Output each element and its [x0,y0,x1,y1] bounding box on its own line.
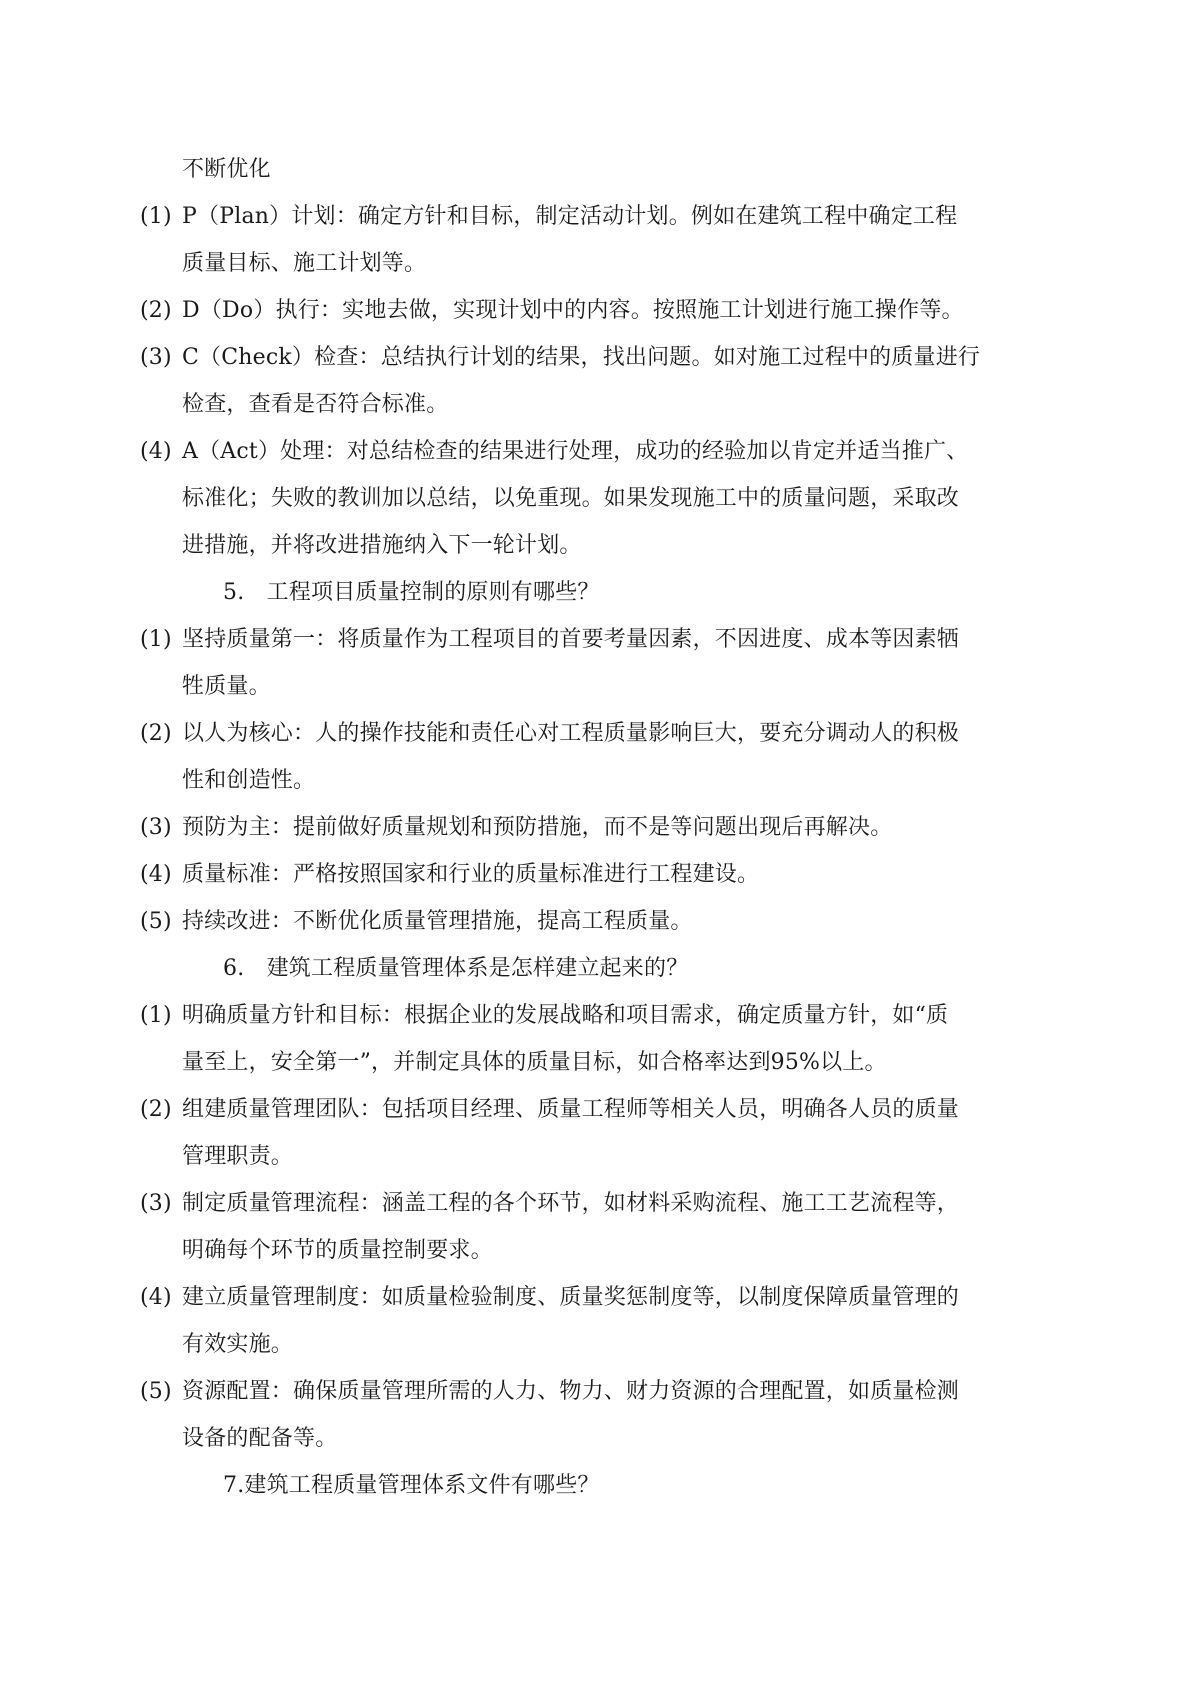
list-item [140,1368,1018,1415]
list-item-continuation: 检查，查看是否符合标准。 [182,392,449,417]
list-item [140,804,1018,851]
list-text: 资源配置：确保质量管理所需的人力、物力、财力资源的合理配置，如质量检测 [182,1379,960,1404]
list-number: (3) [140,1191,172,1216]
list-item [140,992,1018,1039]
list-item [140,334,1018,381]
list-text: 坚持质量第一：将质量作为工程项目的首要考量因素，不因进度、成本等因素牺 [182,627,960,652]
list-item-continuation: 有效实施。 [182,1332,294,1357]
list-number: (5) [140,1379,172,1404]
list-text: 质量标准：严格按照国家和行业的质量标准进行工程建设。 [182,862,760,887]
list-item-continuation: 明确每个环节的质量控制要求。 [182,1238,493,1263]
list-number: (4) [140,439,172,464]
list-number: (5) [140,909,172,934]
list-item [140,1086,1018,1133]
list-number: (1) [140,1003,172,1028]
document-body [140,146,1018,1509]
list-text: 组建质量管理团队：包括项目经理、质量工程师等相关人员，明确各人员的质量 [182,1097,960,1122]
list-text: 以人为核心：人的操作技能和责任心对工程质量影响巨大，要充分调动人的积极 [182,721,960,746]
list-text: 制定质量管理流程：涵盖工程的各个环节，如材料采购流程、施工工艺流程等， [182,1191,960,1216]
list-number: (4) [140,862,172,887]
list-item [140,898,1018,945]
list-item [140,193,1018,240]
list-text: D（Do）执行：实地去做，实现计划中的内容。按照施工计划进行施工操作等。 [182,298,964,323]
list-item-continuation: 质量目标、施工计划等。 [182,251,427,276]
list-item-continuation: 设备的配备等。 [182,1426,338,1451]
list-text: P（Plan）计划：确定方针和目标，制定活动计划。例如在建筑工程中确定工程 [182,204,958,229]
list-text: 预防为主：提前做好质量规划和预防措施，而不是等问题出现后再解决。 [182,815,893,840]
list-number: (2) [140,1097,172,1122]
list-item [140,851,1018,898]
list-text: 明确质量方针和目标：根据企业的发展战略和项目需求，确定质量方针，如“质 [182,1003,949,1028]
list-number: (2) [140,298,172,323]
list-text: A（Act）处理：对总结检查的结果进行处理，成功的经验加以肯定并适当推广、 [182,439,969,464]
list-text: 建立质量管理制度：如质量检验制度、质量奖惩制度等，以制度保障质量管理的 [182,1285,960,1310]
section-heading: 6. 建筑工程质量管理体系是怎样建立起来的？ [223,956,689,981]
list-item [140,616,1018,663]
list-item [140,1274,1018,1321]
section-heading: 7.建筑工程质量管理体系文件有哪些？ [223,1473,600,1498]
section-heading: 5. 工程项目质量控制的原则有哪些？ [223,580,600,605]
list-number: (4) [140,1285,172,1310]
list-number: (3) [140,815,172,840]
list-item [140,287,1018,334]
list-item-continuation: 性和创造性。 [182,768,316,793]
list-item-continuation: 牲质量。 [182,674,271,699]
list-item-continuation: 量至上，安全第一”，并制定具体的质量目标，如合格率达到95%以上。 [182,1050,887,1075]
list-text: C（Check）检查：总结执行计划的结果，找出问题。如对施工过程中的质量进行 [182,345,981,370]
list-item-continuation: 标准化；失败的教训加以总结，以免重现。如果发现施工中的质量问题，采取改 [182,486,960,511]
list-number: (1) [140,627,172,652]
list-item [140,710,1018,757]
list-number: (3) [140,345,172,370]
list-item-continuation: 进措施，并将改进措施纳入下一轮计划。 [182,533,582,558]
list-item-continuation: 管理职责。 [182,1144,294,1169]
list-item [140,428,1018,475]
list-item [140,1180,1018,1227]
list-text: 持续改进：不断优化质量管理措施，提高工程质量。 [182,909,693,934]
paragraph-line: 不断优化 [182,157,271,182]
list-number: (2) [140,721,172,746]
list-number: (1) [140,204,172,229]
